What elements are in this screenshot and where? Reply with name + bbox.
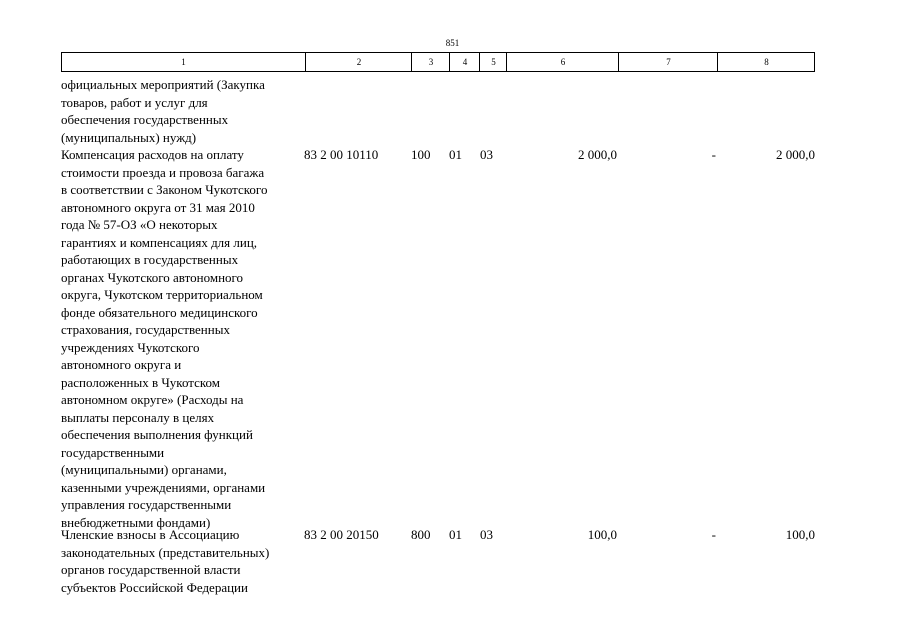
header-col-4: 4 (449, 53, 480, 71)
row-col-4: 01 (449, 147, 462, 162)
row-col-6: 2 000,0 (578, 147, 617, 162)
header-col-8: 8 (717, 53, 815, 71)
row-col-7: - (711, 147, 716, 162)
header-col-2: 2 (305, 53, 412, 71)
header-col-6: 6 (506, 53, 619, 71)
row-col-6: 100,0 (587, 527, 617, 542)
header-col-1: 1 (181, 57, 186, 67)
row-col-8: 2 000,0 (776, 147, 815, 162)
table-header (61, 52, 815, 72)
row-col-5: 03 (480, 527, 493, 542)
header-col-3: 3 (411, 53, 450, 71)
row-col-8: 100,0 (785, 527, 815, 542)
header-col-7: 7 (618, 53, 718, 71)
row-col-4: 01 (449, 527, 462, 542)
row-name: Членские взносы в Ассоциацию законодательных (представительных) органов государственной власти субъектов Российской Федерации (61, 527, 270, 595)
row-name: официальных мероприятий (Закупка товаров, работ и услуг для обеспечения государственных (муниципальных) нужд) (61, 77, 265, 145)
row-col-3: 800 (411, 527, 431, 542)
header-col-5: 5 (479, 53, 507, 71)
row-code: 83 2 00 20150 (304, 527, 379, 542)
row-code: 83 2 00 10110 (304, 147, 379, 162)
row-col-5: 03 (480, 147, 493, 162)
page-number: 851 (445, 38, 460, 48)
row-col-7: - (711, 527, 716, 542)
row-name: Компенсация расходов на оплату стоимости проезда и провоза багажа в соответствии с Законом Чукотского автономного округа от 31 мая 2010 года № 57-ОЗ «О некоторых гарантиях и компенсациях для лиц, работающих в государственных органах Чукотского автономного округа, Чукотском территориальном фонде обязательного медицинского страхования, государственных учреждениях Чукотского автономного округа и расположенных в Чукотском автономном округе» (Расходы на выплаты персоналу в целях обеспечения выполнения функций государственными (муниципальными) органами, казенными учреждениями, органами управления государственными внебюджетными фондами) (61, 147, 268, 530)
row-col-3: 100 (411, 147, 431, 162)
